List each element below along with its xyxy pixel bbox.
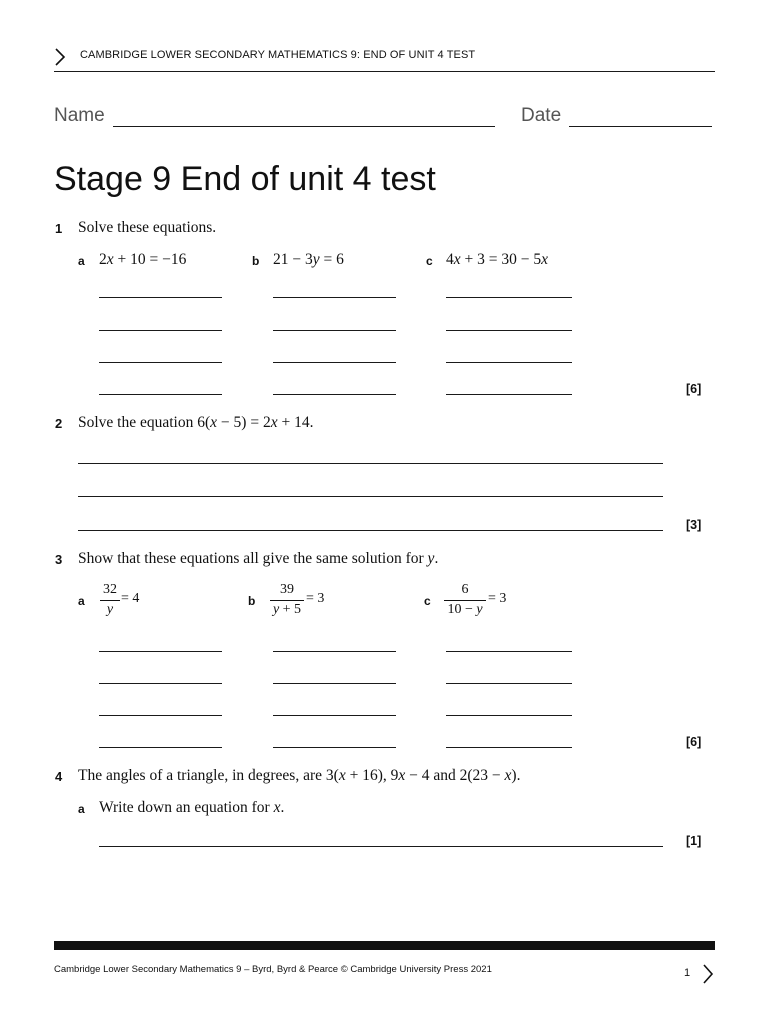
- answer-line[interactable]: [446, 297, 572, 298]
- fraction-bar: [100, 600, 120, 601]
- q-var: x: [210, 414, 218, 431]
- answer-line[interactable]: [273, 747, 396, 748]
- equation: [273, 251, 344, 269]
- eq-text: + 3 = 30 − 5: [460, 251, 542, 268]
- footer-bar: [54, 941, 715, 950]
- page-title: Stage 9 End of unit 4 test: [54, 160, 436, 198]
- rhs: = 3: [488, 591, 507, 606]
- q-text: + 16), 9: [345, 767, 399, 784]
- part-label: c: [424, 594, 431, 608]
- date-field[interactable]: [569, 126, 712, 127]
- answer-line[interactable]: [273, 651, 396, 652]
- header-rule: [54, 71, 715, 72]
- answer-line[interactable]: [78, 463, 663, 464]
- answer-line[interactable]: [99, 394, 222, 395]
- answer-line[interactable]: [78, 530, 663, 531]
- denominator: y: [106, 602, 114, 617]
- question-text: [99, 799, 284, 817]
- answer-line[interactable]: [99, 683, 222, 684]
- q-var: x: [273, 799, 281, 816]
- answer-line[interactable]: [446, 394, 572, 395]
- eq-var: y: [312, 251, 320, 268]
- numerator: 32: [103, 582, 117, 597]
- answer-line[interactable]: [273, 394, 396, 395]
- q-text: − 4 and 2(23 −: [405, 767, 505, 784]
- answer-line[interactable]: [99, 651, 222, 652]
- header-title: CAMBRIDGE LOWER SECONDARY MATHEMATICS 9: END OF UNIT 4 TEST: [80, 49, 476, 61]
- answer-line[interactable]: [273, 683, 396, 684]
- part-label: a: [78, 594, 85, 608]
- q-text: Solve the equation 6(: [78, 414, 211, 431]
- answer-line[interactable]: [99, 362, 222, 363]
- question-number: 3: [55, 552, 63, 567]
- den-var: y: [476, 602, 483, 617]
- answer-line[interactable]: [273, 330, 396, 331]
- chevron-right-icon: [54, 47, 66, 67]
- q-var: x: [338, 767, 346, 784]
- answer-line[interactable]: [273, 715, 396, 716]
- eq-text: 21 − 3: [273, 251, 313, 268]
- question-number: 1: [55, 221, 63, 236]
- eq-text: + 10 = −16: [113, 251, 187, 268]
- fraction-equation: [444, 582, 534, 622]
- footer-credit: Cambridge Lower Secondary Mathematics 9 – Byrd, Byrd & Pearce © Cambridge University Press 2021: [54, 964, 492, 975]
- name-label: Name: [54, 105, 105, 126]
- eq-var: x: [453, 251, 461, 268]
- part-label: b: [248, 594, 256, 608]
- fraction-bar: [444, 600, 486, 601]
- part-label: a: [78, 254, 85, 268]
- marks-badge: [6]: [686, 735, 702, 749]
- date-label: Date: [521, 105, 562, 126]
- marks-badge: [1]: [686, 834, 702, 848]
- den-text: + 5: [279, 602, 302, 617]
- question-number: 4: [55, 769, 63, 784]
- marks-badge: [3]: [686, 518, 702, 532]
- answer-line[interactable]: [78, 496, 663, 497]
- answer-line[interactable]: [99, 846, 663, 847]
- marks-badge: [6]: [686, 382, 702, 396]
- q-text: Write down an equation for: [99, 799, 274, 816]
- question-text: [78, 767, 520, 785]
- part-label: b: [252, 254, 260, 268]
- q-text: − 5) = 2: [217, 414, 271, 431]
- question-number: 2: [55, 416, 63, 431]
- question-text: [78, 414, 313, 432]
- fraction-equation: [270, 582, 350, 622]
- answer-line[interactable]: [99, 297, 222, 298]
- question-text: [78, 550, 438, 568]
- answer-line[interactable]: [273, 362, 396, 363]
- name-field[interactable]: [113, 126, 495, 127]
- question-text: Solve these equations.: [78, 219, 217, 236]
- denominator: [270, 602, 304, 618]
- chevron-right-icon[interactable]: [702, 963, 714, 985]
- answer-line[interactable]: [99, 715, 222, 716]
- answer-line[interactable]: [446, 747, 572, 748]
- den-text: 10 −: [447, 602, 477, 617]
- answer-line[interactable]: [446, 362, 572, 363]
- q-var: y: [427, 550, 435, 567]
- eq-text: 2: [99, 251, 107, 268]
- q-text: .: [280, 799, 285, 816]
- fraction-equation: [100, 582, 160, 622]
- answer-line[interactable]: [446, 715, 572, 716]
- numerator: 6: [461, 582, 469, 597]
- answer-line[interactable]: [99, 330, 222, 331]
- q-var: x: [270, 414, 278, 431]
- q-text: .: [434, 550, 439, 567]
- fraction-bar: [270, 600, 304, 601]
- denominator: [444, 602, 486, 618]
- q-text: ).: [511, 767, 521, 784]
- equation: [99, 251, 186, 269]
- answer-line[interactable]: [446, 651, 572, 652]
- equation: [446, 251, 548, 269]
- part-label: c: [426, 254, 433, 268]
- q-text: The angles of a triangle, in degrees, are 3(: [78, 767, 339, 784]
- answer-line[interactable]: [273, 297, 396, 298]
- page-number: 1: [684, 967, 691, 979]
- answer-line[interactable]: [99, 747, 222, 748]
- eq-text: = 6: [319, 251, 344, 268]
- eq-text: 4: [446, 251, 454, 268]
- answer-line[interactable]: [446, 330, 572, 331]
- eq-var: x: [106, 251, 114, 268]
- den-var: y: [272, 602, 280, 617]
- answer-line[interactable]: [446, 683, 572, 684]
- numerator: 39: [280, 582, 294, 597]
- q-text: + 14.: [277, 414, 314, 431]
- q-text: Show that these equations all give the same solution for: [78, 550, 428, 567]
- part-label: a: [78, 802, 85, 816]
- rhs: = 3: [306, 591, 325, 606]
- eq-var: x: [541, 251, 549, 268]
- q-var: x: [398, 767, 406, 784]
- rhs: = 4: [121, 591, 140, 606]
- q-var: x: [504, 767, 512, 784]
